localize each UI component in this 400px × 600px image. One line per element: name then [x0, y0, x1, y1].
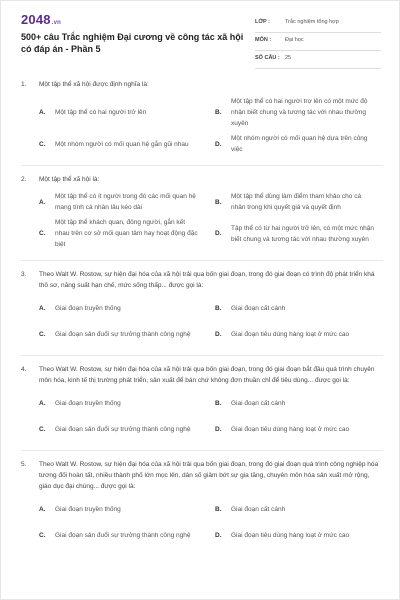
option-text: Giai đoạn truyền thống — [55, 304, 121, 312]
count-value: 25 — [285, 55, 292, 61]
question-number: 1. — [21, 81, 27, 88]
count-label: SỐ CÂU : — [255, 55, 280, 61]
question-text: Một tập thể xã hội là: — [39, 176, 100, 183]
question-item — [21, 79, 383, 166]
option-text: Tập thể có từ hai người trở lên, có một mức nhận biết chung và tương tác với nhau thường xuyên — [231, 224, 374, 243]
answer-option-a[interactable] — [39, 96, 207, 129]
meta-row-count — [255, 51, 381, 69]
meta-row-class — [255, 15, 381, 33]
answer-option-a[interactable] — [39, 191, 207, 213]
option-text: Một tập thể có ít người trong đó các mối quan hệ mang tính cá nhân lâu kéo dài — [55, 193, 196, 211]
option-letter: B. — [215, 304, 222, 312]
option-letter: B. — [215, 109, 222, 116]
question-stem — [21, 459, 383, 492]
option-letter: D. — [215, 531, 222, 539]
option-text: Giai đoạn truyền thống — [55, 505, 121, 513]
question-text: Theo Walt W. Rostow, sự hiện đại hóa của xã hội trải qua bốn giai đoạn, trong đó giai đoạn có trình độ phát triển khá thô sơ, năng suất hạn chế, mức sống thấp... được gọi là: — [39, 271, 375, 289]
option-letter: A. — [39, 304, 46, 312]
option-text: Một tập thể có hai người trợ lên có một mức độ nhận biết chung và tương tác với nhau thường xuyên — [231, 98, 368, 127]
option-text: Giai đoạn tiêu dùng hàng loạt ở mức cao — [231, 531, 350, 539]
answer-options — [21, 191, 383, 250]
answer-option-c[interactable] — [39, 323, 207, 345]
question-item — [21, 174, 383, 261]
option-text: Một nhóm người có mối quan hệ gắn gũi nhau — [55, 140, 189, 148]
answer-option-a[interactable] — [39, 297, 207, 319]
option-text: Giai đoạn tiêu dùng hàng loạt ở mức cao — [231, 330, 350, 338]
answer-option-a[interactable] — [39, 392, 207, 414]
option-text: Một tập thể khách quan, đông người, gắn kết nhau trên cơ sở mối quan tâm hay hoạt động đặc biệt — [55, 219, 198, 248]
option-text: Một tập thể có hai người trở lên — [55, 109, 147, 116]
option-letter: D. — [215, 425, 222, 433]
class-value: Trắc nghiệm tổng hợp — [285, 19, 339, 25]
option-letter: B. — [215, 198, 222, 206]
question-list — [1, 79, 400, 564]
option-letter: A. — [39, 198, 46, 206]
answer-option-b[interactable] — [215, 96, 383, 129]
option-text: Giai đoạn truyền thống — [55, 399, 121, 407]
option-letter: B. — [215, 505, 222, 513]
question-item — [21, 364, 383, 451]
option-text: Giai đoạn tiêu dùng hàng loạt ở mức cao — [231, 425, 350, 433]
option-text: Giai đoạn cất cánh — [231, 505, 286, 513]
option-letter: A. — [39, 505, 46, 513]
answer-option-c[interactable] — [39, 524, 207, 546]
answer-option-d[interactable] — [215, 323, 383, 345]
option-letter: D. — [215, 330, 222, 338]
answer-option-b[interactable] — [215, 297, 383, 319]
answer-options — [21, 392, 383, 440]
question-item — [21, 459, 383, 556]
option-letter: D. — [215, 140, 222, 148]
option-letter: B. — [215, 399, 222, 407]
answer-option-c[interactable] — [39, 133, 207, 155]
answer-option-b[interactable] — [215, 191, 383, 213]
answer-option-b[interactable] — [215, 498, 383, 520]
option-text: Giai đoạn cất cánh — [231, 304, 286, 312]
question-item — [21, 269, 383, 356]
option-text: Giai đoạn cất cánh — [231, 399, 286, 407]
answer-options — [21, 96, 383, 155]
question-number: 4. — [21, 366, 27, 373]
answer-option-a[interactable] — [39, 498, 207, 520]
subject-value: Đại học — [285, 37, 304, 43]
question-text: Theo Walt W. Rostow, sự hiện đại hóa của xã hội trải qua bốn giai đoạn, trong đó giai đoạn quá trình công nghiệp hóa tương đối hoàn tất, nhiều thành phố lớn mọc lên, dân số giảm bớt sự gia tăng, chuyên môn hóa sản xuất mở rộng, giáo dục đại chúng... được gọi là: — [39, 461, 379, 490]
logo-suffix: .vn — [51, 20, 62, 26]
question-number: 3. — [21, 271, 27, 278]
document-title: 500+ câu Trắc nghiệm Đại cương về công tác xã hội có đáp án - Phần 5 — [21, 32, 244, 54]
question-text: Theo Walt W. Rostow, sự hiện đại hóa của xã hội trải qua bốn giai đoạn, trong đó giai đoạn bắt đầu quá trình chuyên môn hóa, kinh tế thị trường phát triển, sản xuất để bán chứ không đơn thuần chỉ để tiêu dùng... được gọi là: — [39, 366, 375, 384]
option-text: Giai đoạn sản đuổi sự trưởng thành công nghệ — [55, 330, 191, 338]
answer-option-d[interactable] — [215, 133, 383, 155]
question-number: 5. — [21, 461, 27, 468]
question-number: 2. — [21, 176, 27, 183]
document-meta — [255, 15, 381, 69]
answer-options — [21, 498, 383, 546]
answer-option-c[interactable] — [39, 217, 207, 250]
subject-label: MÔN : — [255, 37, 272, 43]
question-stem — [21, 174, 383, 185]
option-text: Giai đoạn sản đuổi sự trưởng thành công nghệ — [55, 425, 191, 433]
option-letter: C. — [39, 140, 46, 148]
option-letter: A. — [39, 109, 46, 116]
option-text: Một nhóm người có mối quan hệ dựa trên công việc — [231, 135, 368, 153]
option-letter: D. — [215, 230, 222, 237]
answer-option-b[interactable] — [215, 392, 383, 414]
option-letter: C. — [39, 230, 46, 237]
logo-main: 2048 — [21, 12, 51, 27]
answer-option-c[interactable] — [39, 418, 207, 440]
option-text: Giai đoạn sản đuổi sự trưởng thành công nghệ — [55, 531, 191, 539]
question-stem — [21, 79, 383, 90]
class-label: LỚP : — [255, 19, 270, 25]
option-letter: A. — [39, 399, 46, 407]
option-letter: C. — [39, 330, 46, 338]
meta-row-subject — [255, 33, 381, 51]
question-text: Một tập thể xã hội được định nghĩa là: — [39, 81, 149, 88]
answer-option-d[interactable] — [215, 217, 383, 250]
option-letter: C. — [39, 425, 46, 433]
document-header — [1, 1, 400, 71]
option-letter: C. — [39, 531, 46, 539]
site-logo[interactable] — [21, 12, 61, 27]
answer-options — [21, 297, 383, 345]
answer-option-d[interactable] — [215, 418, 383, 440]
question-stem — [21, 364, 383, 386]
question-stem — [21, 269, 383, 291]
answer-option-d[interactable] — [215, 524, 383, 546]
option-text: Một tập thể dùng làm điểm tham khảo cho cá nhân trong khi quyết giá và quyết định — [231, 193, 362, 211]
